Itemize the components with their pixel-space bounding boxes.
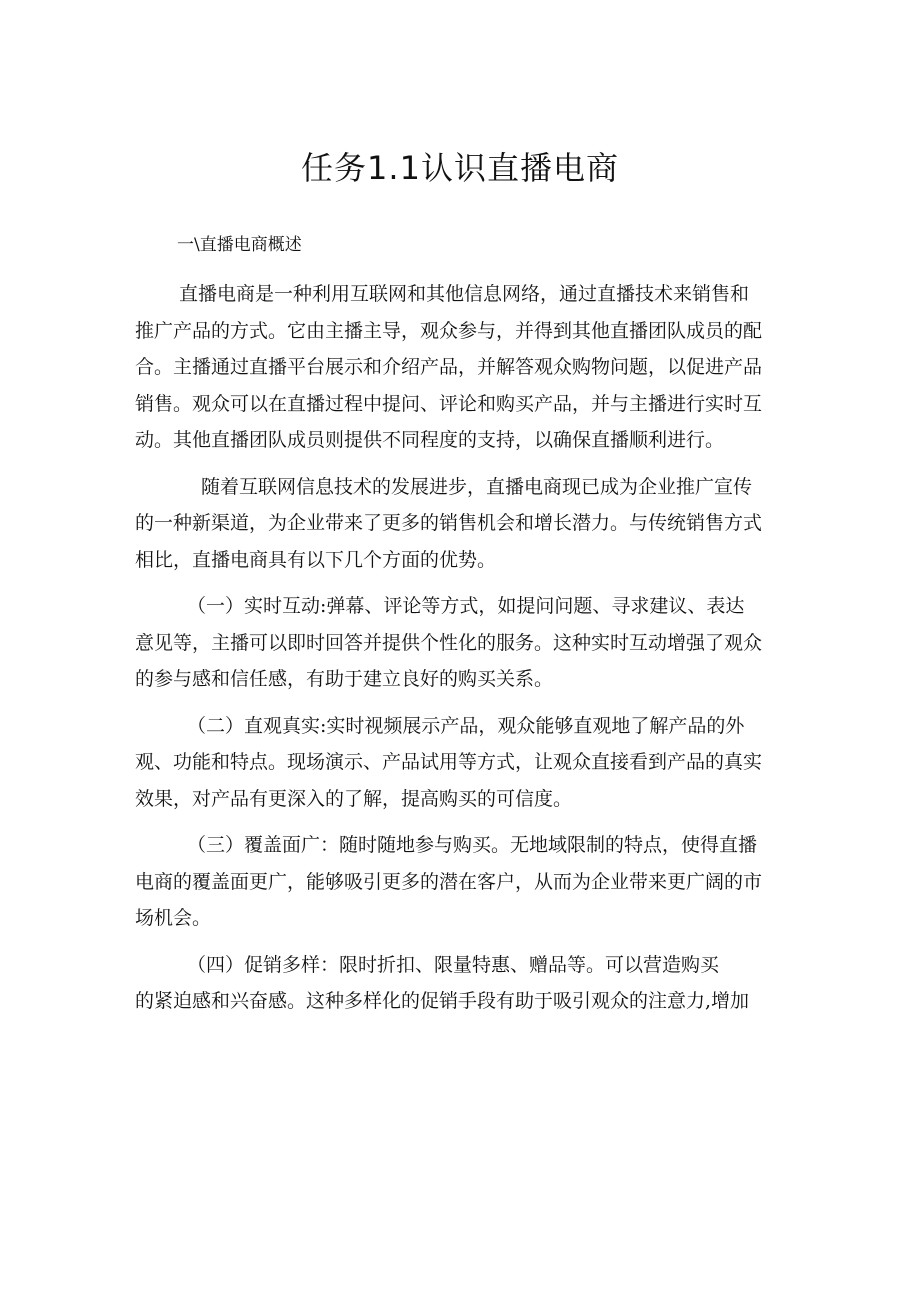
paragraph-line: 观、功能和特点。现场演示、产品试用等方式，让观众直接看到产品的真实 xyxy=(135,751,763,773)
paragraph-line: 的紧迫感和兴奋感。这种多样化的促销手段有助于吸引观众的注意力,增加 xyxy=(135,990,750,1012)
section-heading: 一\直播电商概述 xyxy=(177,235,302,255)
paragraph-line: 合。主播通过直播平台展示和介绍产品，并解答观众购物问题，以促进产品 xyxy=(135,356,763,378)
paragraph-line: （四）促销多样：限时折扣、限量特惠、赠品等。可以营造购买 xyxy=(187,953,720,976)
paragraph xyxy=(135,827,791,937)
paragraph-line: 的一种新渠道，为企业带来了更多的销售机会和增长潜力。与传统销售方式 xyxy=(135,512,763,534)
paragraph xyxy=(135,276,791,459)
paragraph xyxy=(135,708,791,818)
document-body xyxy=(135,276,791,1020)
paragraph-line: （三）覆盖面广：随时随地参与购买。无地域限制的特点，使得直播 xyxy=(187,834,758,856)
paragraph xyxy=(135,947,791,1020)
page-title: 任务1.1认识直播电商 xyxy=(301,149,619,187)
paragraph-line: 动。其他直播团队成员则提供不同程度的支持，以确保直播顺利进行。 xyxy=(135,429,725,451)
paragraph-line: 销售。观众可以在直播过程中提问、评论和购买产品，并与主播进行实时互 xyxy=(135,392,763,415)
paragraph-line: （一）实时互动:弹幕、评论等方式，如提问问题、寻求建议、表达 xyxy=(187,595,745,617)
paragraph-line: 场机会。 xyxy=(135,907,212,929)
paragraph-line: 电商的覆盖面更广，能够吸引更多的潜在客户，从而为企业带来更广阔的市 xyxy=(135,870,763,893)
paragraph-line: 意见等，主播可以即时回答并提供个性化的服务。这种实时互动增强了观众 xyxy=(135,631,763,654)
paragraph-line: 直播电商是一种利用互联网和其他信息网络，通过直播技术来销售和 xyxy=(179,283,750,305)
paragraph-line: （二）直观真实:实时视频展示产品，观众能够直观地了解产品的外 xyxy=(187,714,745,737)
paragraph xyxy=(135,469,791,579)
paragraph-line: 推广产品的方式。它由主播主导，观众参与，并得到其他直播团队成员的配 xyxy=(135,319,763,342)
paragraph-line: 的参与感和信任感，有助于建立良好的购买关系。 xyxy=(135,668,554,690)
paragraph-line: 效果，对产品有更深入的了解，提高购买的可信度。 xyxy=(135,787,573,810)
paragraph-line: 随着互联网信息技术的发展进步，直播电商现已成为企业推广宣传 xyxy=(201,475,753,498)
paragraph xyxy=(135,588,791,698)
paragraph-line: 相比，直播电商具有以下几个方面的优势。 xyxy=(135,548,497,571)
